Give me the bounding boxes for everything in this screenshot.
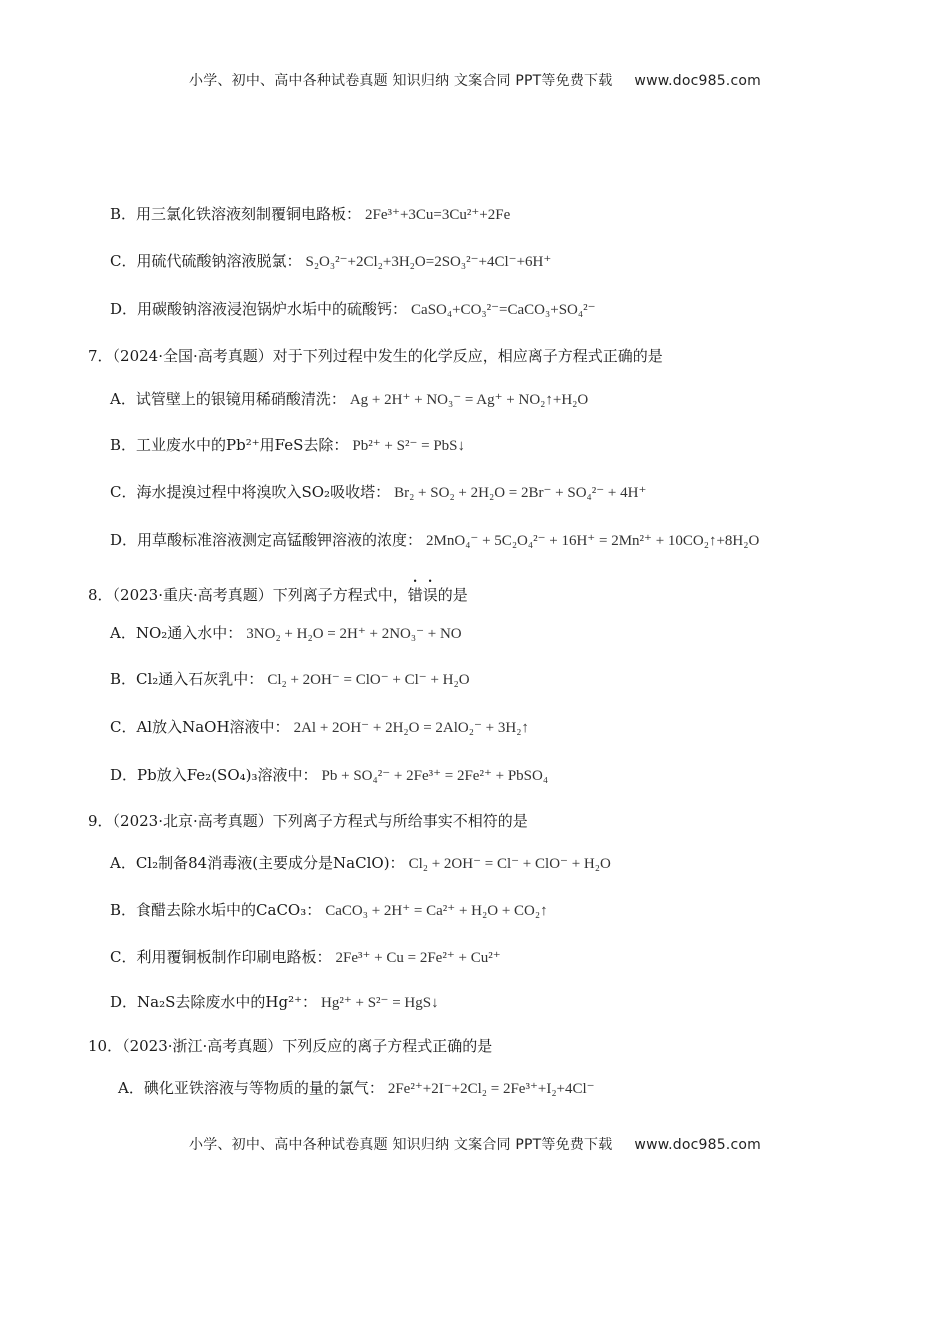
- q9-option-d-label: D．Na₂S去除废水中的Hg²⁺：: [110, 993, 317, 1011]
- q9-stem: 9．（2023·北京·高考真题）下列离子方程式与所给事实不相符的是: [88, 812, 528, 830]
- q9-option-a: [110, 852, 611, 873]
- q8-option-a-label: A．NO₂通入水中：: [110, 624, 243, 642]
- q7-option-b-label: B．工业废水中的Pb²⁺用FeS去除：: [110, 436, 349, 454]
- q8-option-a-formula: 3NO₂ + H₂O = 2H⁺ + 2NO₃⁻ + NO: [246, 626, 462, 642]
- q7-option-d: [110, 529, 759, 550]
- q7-option-d-formula: 2MnO₄⁻ + 5C₂O₄²⁻ + 16H⁺ = 2Mn²⁺ + 10CO₂↑+8H₂O: [426, 533, 760, 549]
- q7-option-d-label: D．用草酸标准溶液测定高锰酸钾溶液的浓度：: [110, 531, 423, 549]
- q7-option-c-label: C．海水提溴过程中将溴吹入SO₂吸收塔：: [110, 483, 391, 501]
- q8-stem: [88, 577, 468, 605]
- q9-option-c: [110, 946, 501, 967]
- q9-option-c-formula: 2Fe³⁺ + Cu = 2Fe²⁺ + Cu²⁺: [335, 950, 501, 966]
- q8-option-d-formula: Pb + SO₄²⁻ + 2Fe³⁺ = 2Fe²⁺ + PbSO₄: [321, 768, 549, 784]
- q8-option-a: [110, 622, 462, 643]
- q7-option-a-formula: Ag + 2H⁺ + NO₃⁻ = Ag⁺ + NO₂↑+H₂O: [349, 392, 589, 408]
- q10-stem: 10．（2023·浙江·高考真题）下列反应的离子方程式正确的是: [88, 1037, 493, 1055]
- page-header: [0, 70, 950, 90]
- q8-stem-after: 的是: [437, 586, 468, 604]
- q8-option-d-label: D．Pb放入Fe₂(SO₄)₃溶液中：: [110, 766, 318, 784]
- q6-option-d-formula: CaSO₄+CO₃²⁻=CaCO₃+SO₄²⁻: [411, 302, 596, 318]
- q8-option-b-formula: Cl₂ + 2OH⁻ = ClO⁻ + Cl⁻ + H₂O: [267, 672, 470, 688]
- q6-option-b: [110, 203, 510, 224]
- q6-option-b-formula: 2Fe³⁺+3Cu=3Cu²⁺+2Fe: [365, 207, 511, 223]
- header-text: 小学、初中、高中各种试卷真题 知识归纳 文案合同 PPT等免费下载: [189, 73, 613, 89]
- page-footer: [0, 1134, 950, 1154]
- q9-option-b: [110, 899, 548, 920]
- q7-option-b: [110, 434, 465, 455]
- q9-option-a-formula: Cl₂ + 2OH⁻ = Cl⁻ + ClO⁻ + H₂O: [408, 856, 611, 872]
- q7-option-a: [110, 388, 588, 409]
- q6-option-c-formula: S₂O₃²⁻+2Cl₂+3H₂O=2SO₃²⁻+4Cl⁻+6H⁺: [305, 254, 552, 270]
- q7-option-b-formula: Pb²⁺ + S²⁻ = PbS↓: [352, 438, 466, 454]
- q8-option-d: [110, 764, 548, 785]
- q6-option-c-label: C．用硫代硫酸钠溶液脱氯：: [110, 252, 302, 270]
- q8-stem-emphasis: 错误: [407, 586, 438, 604]
- q9-option-d: [110, 991, 439, 1012]
- q7-option-a-label: A．试管壁上的银镜用稀硝酸清洗：: [110, 390, 346, 408]
- q9-option-c-label: C．利用覆铜板制作印刷电路板：: [110, 948, 332, 966]
- q8-option-b-label: B．Cl₂通入石灰乳中：: [110, 670, 264, 688]
- q7-option-c-formula: Br₂ + SO₂ + 2H₂O = 2Br⁻ + SO₄²⁻ + 4H⁺: [394, 485, 647, 501]
- header-url[interactable]: www.doc985.com: [634, 73, 761, 89]
- q7-stem: 7．（2024·全国·高考真题）对于下列过程中发生的化学反应，相应离子方程式正确的是: [88, 347, 663, 365]
- q10-option-a-formula: 2Fe²⁺+2I⁻+2Cl₂ = 2Fe³⁺+I₂+4Cl⁻: [387, 1081, 595, 1097]
- q8-option-c: [110, 716, 529, 737]
- q8-option-c-label: C．Al放入NaOH溶液中：: [110, 718, 290, 736]
- footer-text: 小学、初中、高中各种试卷真题 知识归纳 文案合同 PPT等免费下载: [189, 1137, 613, 1153]
- q6-option-d: [110, 298, 596, 319]
- q7-option-c: [110, 481, 646, 502]
- q8-option-b: [110, 668, 470, 689]
- q8-option-c-formula: 2Al + 2OH⁻ + 2H₂O = 2AlO₂⁻ + 3H₂↑: [293, 720, 529, 736]
- q9-option-a-label: A．Cl₂制备84消毒液(主要成分是NaClO)：: [110, 854, 405, 872]
- q9-option-b-label: B．食醋去除水垢中的CaCO₃：: [110, 901, 322, 919]
- footer-url[interactable]: www.doc985.com: [634, 1137, 761, 1153]
- q9-option-b-formula: CaCO₃ + 2H⁺ = Ca²⁺ + H₂O + CO₂↑: [325, 903, 548, 919]
- q6-option-b-label: B．用三氯化铁溶液刻制覆铜电路板：: [110, 205, 362, 223]
- q10-option-a: [118, 1077, 595, 1098]
- q9-option-d-formula: Hg²⁺ + S²⁻ = HgS↓: [321, 995, 439, 1011]
- q6-option-c: [110, 250, 551, 271]
- q10-option-a-label: A．碘化亚铁溶液与等物质的量的氯气：: [118, 1079, 384, 1097]
- q8-stem-before: 8．（2023·重庆·高考真题）下列离子方程式中，: [88, 586, 408, 604]
- q6-option-d-label: D．用碳酸钠溶液浸泡锅炉水垢中的硫酸钙：: [110, 300, 408, 318]
